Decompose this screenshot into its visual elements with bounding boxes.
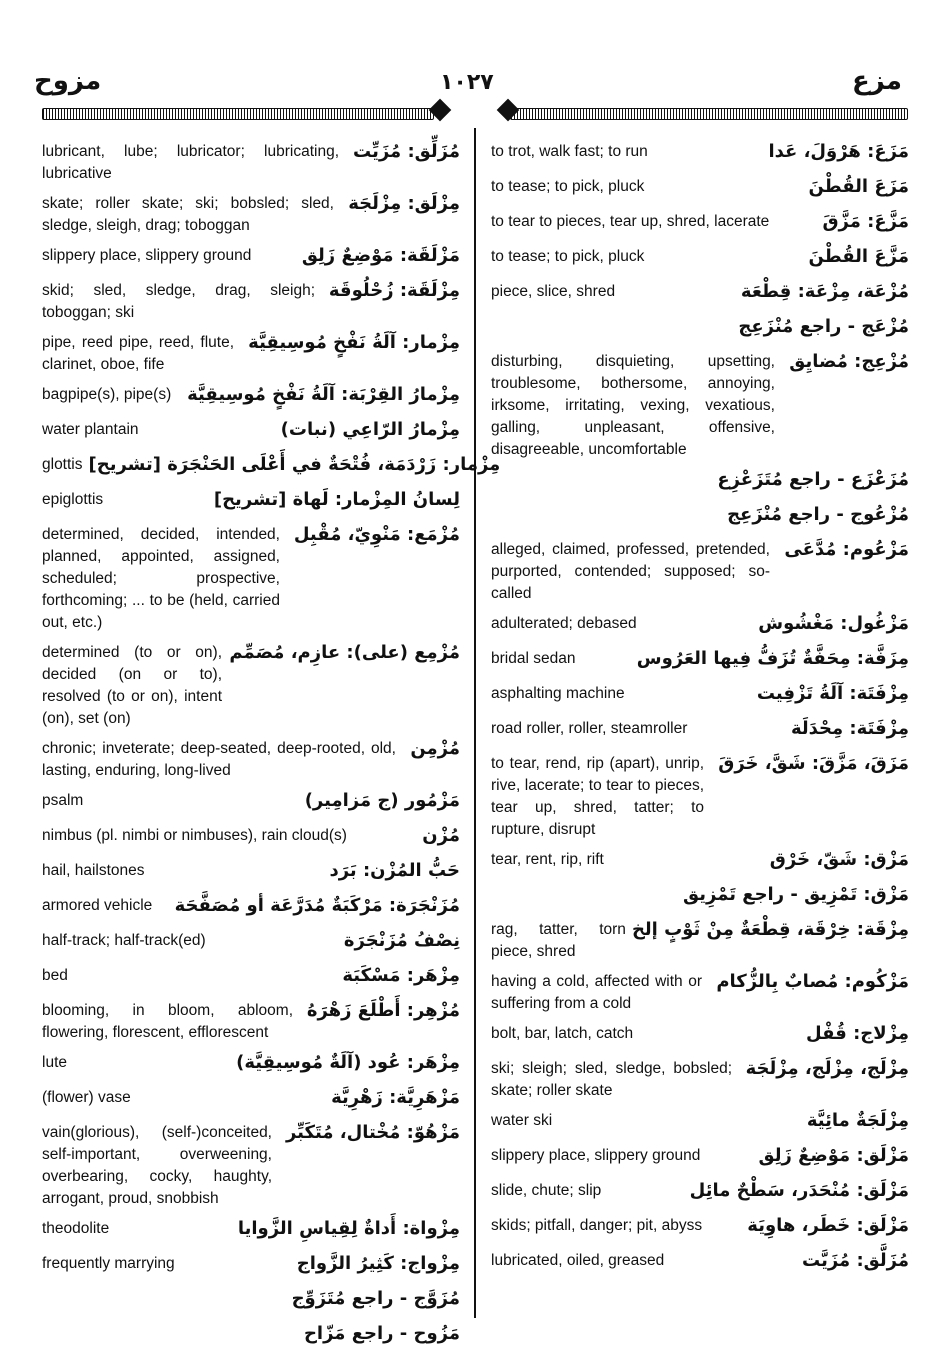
entry-translation: bolt, bar, latch, catch xyxy=(491,1025,634,1042)
entry-headword: مُزْعَة، مِزْعَة: قِطْعَة xyxy=(740,281,909,302)
dictionary-entry xyxy=(491,968,909,1015)
entry-translation: to trot, walk fast; to run xyxy=(491,143,648,160)
entry-headword: مِزْمارُ القِرْبَة: آلَةُ نَفْخٍ مُوسِيقِيَّة xyxy=(187,384,460,405)
entry-headword: مُزَلِّق: مُزَيِّت xyxy=(353,141,460,162)
dictionary-entry xyxy=(491,348,909,461)
dictionary-entry xyxy=(42,892,460,922)
dictionary-entry xyxy=(42,1250,460,1280)
dictionary-entry xyxy=(491,610,909,640)
entry-translation: ski; sleigh; sled, sledge, bobsled; skate; roller skate xyxy=(491,1060,732,1099)
entry-translation: hail, hailstones xyxy=(42,862,145,879)
entry-headword: مُزَعْزَع - راجع مُتَزَعْزِع xyxy=(717,469,909,490)
right-column xyxy=(491,138,909,1282)
entry-translation: skids; pitfall, danger; pit, abyss xyxy=(491,1217,703,1234)
entry-translation: tear, rent, rip, rift xyxy=(491,851,604,868)
entry-headword: مُزَنْجَرَة: مَرْكَبَةٌ مُدَرَّعَة أو مُصَفَّحَة xyxy=(174,895,460,916)
entry-headword: مَزْمُور (ج مَزامِير) xyxy=(304,790,460,811)
dictionary-entry xyxy=(42,1084,460,1114)
dictionary-entry xyxy=(491,645,909,675)
entry-headword: مِزْفَتَة: مِحْدَلَة xyxy=(790,718,909,739)
dictionary-entry xyxy=(491,1107,909,1137)
entry-headword: مُزْمِع (على): عازِم، مُصَمِّم xyxy=(229,642,460,663)
entry-headword: مَزَعَ: هَرْوَلَ، عَدا xyxy=(768,141,909,162)
entry-translation: armored vehicle xyxy=(42,897,153,914)
entry-translation: lubricated, oiled, greased xyxy=(491,1252,665,1269)
entry-translation: piece, slice, shred xyxy=(491,283,616,300)
entry-translation: adulterated; debased xyxy=(491,615,637,632)
entry-headword: مَزْلَق: خَطَر، هاوِيَة xyxy=(747,1215,909,1236)
entry-translation: lubricant, lube; lubricator; lubricating, lubricative xyxy=(42,143,339,182)
entry-headword: مُزَوَّج - راجع مُتَزَوِّج xyxy=(291,1288,460,1309)
entry-translation: bridal sedan xyxy=(491,650,576,667)
dictionary-entry xyxy=(42,1119,460,1210)
entry-headword: مَزَقَ، مَزَّقَ: شَقَّ، خَرَقَ xyxy=(718,753,909,774)
entry-translation: skate; roller skate; ski; bobsled; sled, sledge, sleigh, drag; toboggan xyxy=(42,195,334,234)
entry-translation: road roller, roller, steamroller xyxy=(491,720,688,737)
dictionary-entry xyxy=(42,451,501,481)
dictionary-entry xyxy=(491,916,909,963)
left-column xyxy=(42,138,501,1355)
entry-headword: نِصْفُ مُزَنْجَرَة xyxy=(343,930,460,951)
entry-translation: frequently marrying xyxy=(42,1255,175,1272)
dictionary-entry xyxy=(491,715,909,745)
entry-translation: bed xyxy=(42,967,68,984)
dictionary-entry xyxy=(42,381,460,411)
header-guide-word-right: مزع xyxy=(851,66,902,96)
dictionary-entry xyxy=(42,639,460,730)
entry-translation: determined (to or on), decided (on or to), resolved (to or on), intent (on), set (on) xyxy=(42,644,222,727)
entry-headword: حَبُّ المُزْن: بَرَد xyxy=(329,860,460,881)
dictionary-entry xyxy=(42,138,460,185)
entry-headword: مُزْن xyxy=(422,825,460,846)
dictionary-entry xyxy=(491,1055,909,1102)
page-number: ١٠٢٧ xyxy=(440,70,494,95)
entry-translation: determined, decided, intended, planned, appointed, assigned, scheduled; prospective, forthcoming; ... to be (held, carried out, etc.) xyxy=(42,526,280,631)
entry-translation: skid; sled, sledge, drag, sleigh; toboggan; ski xyxy=(42,282,315,321)
dictionary-entry xyxy=(491,680,909,710)
entry-headword: مَزْق: تَمْزِيق - راجع تَمْزِيق xyxy=(683,884,909,905)
entry-headword: مُزْمَع: مَنْوِيّ، مُقْبِل xyxy=(293,524,460,545)
dictionary-entry xyxy=(42,735,460,782)
dictionary-entry xyxy=(42,521,460,634)
entry-translation: psalm xyxy=(42,792,84,809)
column-divider xyxy=(474,128,476,1318)
entry-headword: مِزْواج: كَثِيرُ الزَّواج xyxy=(296,1253,460,1274)
entry-headword: مَزْلَق: مَوْضِعٌ زَلِق xyxy=(758,1145,909,1166)
dictionary-entry xyxy=(42,242,460,272)
entry-headword: مَزَّعَ القُطْنَ xyxy=(808,246,909,267)
entry-translation: slide, chute; slip xyxy=(491,1182,602,1199)
entry-headword: مِزْهَر: عُود (آلَةٌ مُوسِيقِيَّة) xyxy=(236,1052,460,1073)
header-guide-word-left: مزوح xyxy=(34,66,102,96)
entry-headword: مَزْلَق: مُنْحَدَر، سَطْحٌ مائِل xyxy=(689,1180,909,1201)
entry-headword: مَزْكُوم: مُصابٌ بِالزُّكام xyxy=(716,971,909,992)
entry-headword: مَزَعَ القُطْنَ xyxy=(808,176,909,197)
entry-translation: slippery place, slippery ground xyxy=(42,247,252,264)
dictionary-entry xyxy=(491,501,909,531)
dictionary-entry xyxy=(491,881,909,911)
entry-translation: bagpipe(s), pipe(s) xyxy=(42,386,172,403)
dictionary-entry xyxy=(42,1049,460,1079)
dictionary-entry xyxy=(491,173,909,203)
entry-headword: مُزْعُوج - راجع مُنْزَعِج xyxy=(727,504,909,525)
entry-headword: مِزَفَّة: مِحَفَّةٌ تُزَفُّ فِيها العَرُوس xyxy=(636,648,909,669)
dictionary-entry xyxy=(491,1212,909,1242)
dictionary-entry xyxy=(42,857,460,887)
entry-translation: slippery place, slippery ground xyxy=(491,1147,701,1164)
header-rule-left xyxy=(42,108,434,120)
entry-headword: مِزْمارُ الرّاعِي (نبات) xyxy=(280,419,460,440)
entry-translation: glottis xyxy=(42,456,83,473)
dictionary-entry xyxy=(42,329,460,376)
dictionary-entry xyxy=(42,486,460,516)
entry-headword: مِزْمار: زَرْدَمَة، فُتْحَةٌ في أَعْلَى الحَنْجَرَة [تشريح] xyxy=(88,454,501,475)
dictionary-entry xyxy=(42,822,460,852)
entry-headword: مِزْقَة: خِرْقَة، قِطْعَةٌ مِنْ ثَوْبٍ إلخ xyxy=(631,919,909,940)
entry-headword: مُزَلَّق: مُزَيَّت xyxy=(802,1250,909,1271)
entry-translation: having a cold, affected with or suffering from a cold xyxy=(491,973,702,1012)
entry-translation: to tear to pieces, tear up, shred, lacerate xyxy=(491,213,770,230)
entry-headword: مُزْهِر: أَطْلَعَ زَهْرَهُ xyxy=(306,1000,460,1021)
entry-headword: مِزْلَج، مِزْلَج، مِزْلَجَة xyxy=(745,1058,909,1079)
entry-headword: مَزْق: شَقّ، خَرْق xyxy=(769,849,909,870)
dictionary-entry xyxy=(491,1020,909,1050)
dictionary-entry xyxy=(491,846,909,876)
dictionary-entry xyxy=(42,927,460,957)
dictionary-entry xyxy=(491,243,909,273)
dictionary-entry xyxy=(42,1215,460,1245)
dictionary-entry xyxy=(42,190,460,237)
entry-headword: مِزْهَر: مَسْكَبَة xyxy=(342,965,460,986)
dictionary-entry xyxy=(491,536,909,605)
entry-headword: مَزُوح - راجع مَزّاح xyxy=(303,1323,460,1344)
entry-translation: chronic; inveterate; deep-seated, deep-rooted, old, lasting, enduring, long-lived xyxy=(42,740,396,779)
entry-translation: blooming, in bloom, abloom, flowering, florescent, efflorescent xyxy=(42,1002,293,1041)
dictionary-entry xyxy=(42,1320,460,1350)
entry-headword: مِزْلَجَةٌ مائِيَّة xyxy=(806,1110,909,1131)
entry-headword: مَزْغُول: مَغْشُوش xyxy=(758,613,909,634)
entry-headword: مَزْهُوّ: مُخْتال، مُتَكَبِّر xyxy=(285,1122,460,1143)
entry-headword: مِزْمار: آلَةُ نَفْخٍ مُوسِيقِيَّة xyxy=(248,332,460,353)
entry-headword: مِزْواة: أَداةٌ لِقِياسِ الزَّوايا xyxy=(237,1218,460,1239)
dictionary-entry xyxy=(491,1247,909,1277)
entry-translation: to tear, rend, rip (apart), unrip, rive, lacerate; to tear to pieces, tear up, shred, tatter; to rupture, disrupt xyxy=(491,755,704,838)
dictionary-entry xyxy=(491,278,909,308)
entry-translation: water ski xyxy=(491,1112,553,1129)
entry-headword: مُزْعَج - راجع مُنْزَعِج xyxy=(738,316,909,337)
entry-headword: مِزْلَق: مِزْلَجَة xyxy=(348,193,460,214)
entry-headword: مُزْعِج: مُضايِق xyxy=(789,351,909,372)
dictionary-entry xyxy=(42,997,460,1044)
dictionary-entry xyxy=(42,962,460,992)
entry-headword: مُزْمِن xyxy=(410,738,460,759)
dictionary-entry xyxy=(491,750,909,841)
entry-headword: مَزَّعَ: مَزَّقَ xyxy=(822,211,909,232)
entry-translation: nimbus (pl. nimbi or nimbuses), rain cloud(s) xyxy=(42,827,347,844)
entry-translation: (flower) vase xyxy=(42,1089,131,1106)
dictionary-entry xyxy=(491,1142,909,1172)
dictionary-entry xyxy=(42,277,460,324)
entry-headword: مَزْهَرِيَّة: زَهْرِيَّة xyxy=(331,1087,460,1108)
header-rule-right xyxy=(510,108,908,120)
entry-translation: alleged, claimed, professed, pretended, purported, contended; supposed; so-called xyxy=(491,541,770,602)
dictionary-entry xyxy=(42,416,460,446)
entry-headword: مِزْفَتَة: آلَةُ تَزْفِيت xyxy=(756,683,909,704)
entry-headword: مَزْعُوم: مُدَّعَى xyxy=(784,539,909,560)
entry-translation: rag, tatter, torn piece, shred xyxy=(491,921,626,960)
entry-translation: water plantain xyxy=(42,421,139,438)
entry-headword: لِسانُ المِزْمار: لَهاة [تشريح] xyxy=(213,489,460,510)
dictionary-entry xyxy=(42,1285,460,1315)
dictionary-entry xyxy=(491,313,909,343)
dictionary-entry xyxy=(42,787,460,817)
dictionary-entry xyxy=(491,208,909,238)
dictionary-entry xyxy=(491,138,909,168)
entry-translation: pipe, reed pipe, reed, flute, clarinet, oboe, fife xyxy=(42,334,234,373)
dictionary-entry xyxy=(491,1177,909,1207)
entry-translation: lute xyxy=(42,1054,67,1071)
entry-translation: half-track; half-track(ed) xyxy=(42,932,206,949)
entry-headword: مِزْلَقَة: زُحْلُوقَة xyxy=(328,280,460,301)
entry-headword: مَزْلَقَة: مَوْضِعٌ زَلِق xyxy=(301,245,460,266)
dictionary-entry xyxy=(491,466,909,496)
page-header xyxy=(0,0,932,120)
entry-translation: disturbing, disquieting, upsetting, troublesome, bothersome, annoying, irksome, irritating, vexing, vexatious, galling, unpleasant, offensive, disagreeable, uncomfortable xyxy=(491,353,775,458)
entry-translation: vain(glorious), (self-)conceited, self-important, overweening, overbearing, cocky, haughty, arrogant, proud, snobbish xyxy=(42,1124,272,1207)
entry-translation: to tease; to pick, pluck xyxy=(491,178,645,195)
entry-translation: theodolite xyxy=(42,1220,110,1237)
entry-translation: to tease; to pick, pluck xyxy=(491,248,645,265)
entry-headword: مِزْلاج: قُفْل xyxy=(806,1023,909,1044)
entry-translation: asphalting machine xyxy=(491,685,625,702)
entry-translation: epiglottis xyxy=(42,491,104,508)
